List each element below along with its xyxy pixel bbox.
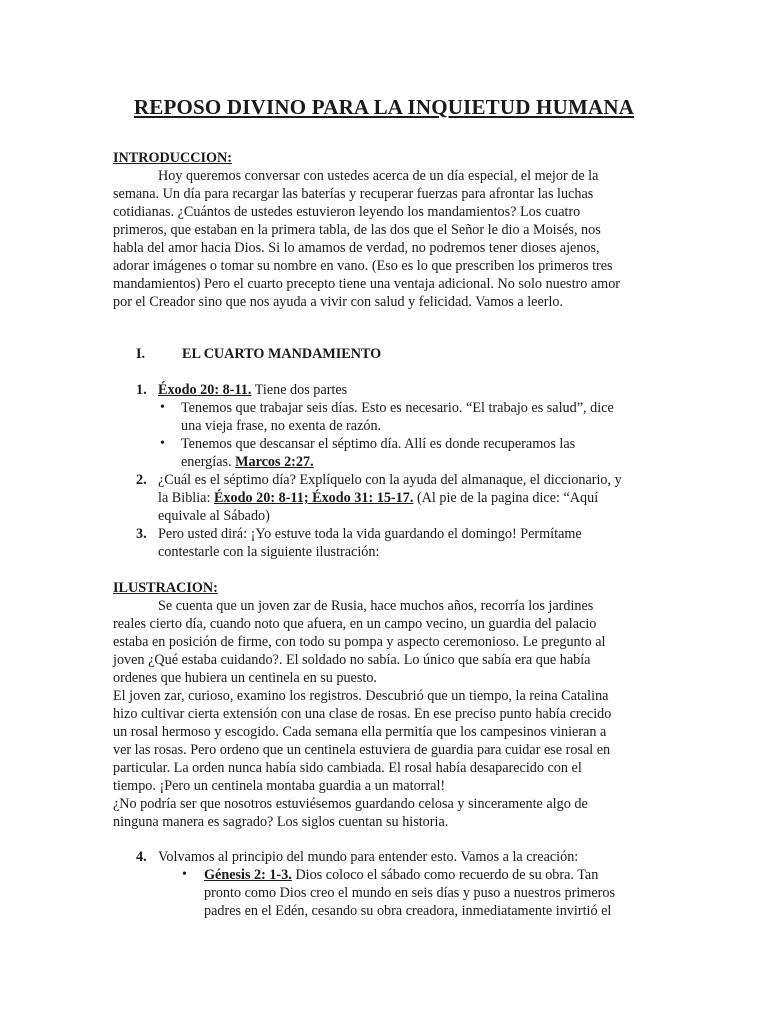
list-item-text: la Biblia: xyxy=(158,490,214,506)
list-number: 3. xyxy=(136,526,147,542)
bullet-line: Tenemos que descansar el séptimo día. Allí es donde recuperamos las xyxy=(181,436,576,452)
list-item-line: Volvamos al principio del mundo para entender esto. Vamos a la creación: xyxy=(158,849,579,865)
intro-line: adorar imágenes o tomar su nombre en vano. (Eso es lo que prescriben los primeros tres xyxy=(113,258,613,274)
list-item-text: Tiene dos partes xyxy=(251,382,348,398)
illustration-line: reales cierto día, cuando noto que afuera, en un campo vecino, un guardia del palacio xyxy=(113,616,597,632)
illustration-line: El joven zar, curioso, examino los registros. Descubrió que un tiempo, la reina Catalina xyxy=(113,688,609,704)
list-item-line xyxy=(158,489,598,507)
section-numeral: I. xyxy=(136,346,146,362)
intro-line: por el Creador sino que nos ayuda a vivir con salud y felicidad. Vamos a leerlo. xyxy=(113,294,564,310)
intro-line: semana. Un día para recargar las baterías y recuperar fuerzas para afrontar las luchas xyxy=(113,186,594,202)
intro-line: primeros, que estaban en la primera tabla, de las dos que el Señor le dio a Moisés, nos xyxy=(113,222,601,238)
list-item-line: ¿Cuál es el séptimo día? Explíquelo con la ayuda del almanaque, el diccionario, y xyxy=(158,472,622,488)
list-item xyxy=(158,381,347,399)
bullet-icon: • xyxy=(160,400,165,415)
bible-reference: Marcos 2:27. xyxy=(235,454,314,470)
bullet-line: pronto como Dios creo el mundo en seis días y puso a nuestros primeros xyxy=(204,885,615,901)
bible-reference: Génesis 2: 1-3. xyxy=(204,867,292,883)
illustration-line: ordenes que hubiera un centinela en su puesto. xyxy=(113,670,377,686)
illustration-line: estaba en posición de firme, con todo su pompa y aspecto ceremonioso. Le pregunto al xyxy=(113,634,606,650)
bullet-line xyxy=(204,866,598,884)
bullet-icon: • xyxy=(160,436,165,451)
illustration-line: ¿No podría ser que nosotros estuviésemos guardando celosa y sinceramente algo de xyxy=(113,796,588,812)
illustration-line: tiempo. ¡Pero un centinela montaba guardia a un matorral! xyxy=(113,778,446,794)
illustration-line: un rosal hermoso y escogido. Cada semana ella permitía que los campesinos vinieran a xyxy=(113,724,607,740)
illustration-heading: ILUSTRACION: xyxy=(113,580,218,596)
bible-reference: Éxodo 20: 8-11; Éxodo 31: 15-17. xyxy=(213,490,414,506)
illustration-line: joven ¿Qué estaba cuidando?. El soldado no sabía. Lo único que sabía era que había xyxy=(113,652,591,668)
list-number: 2. xyxy=(136,472,147,488)
illustration-line: ver las rosas. Pero ordeno que un centinela estuviera de guardia para cuidar ese rosal en xyxy=(113,742,611,758)
intro-line: Hoy queremos conversar con ustedes acerca de un día especial, el mejor de la xyxy=(158,168,599,184)
list-item-text: (Al pie de la pagina dice: “Aquí xyxy=(413,490,599,506)
illustration-line: particular. La orden nunca había sido cambiada. El rosal había desaparecido con el xyxy=(113,760,582,776)
intro-heading: INTRODUCCION: xyxy=(113,150,233,166)
bible-reference: Éxodo 20: 8-11. xyxy=(158,382,252,398)
bullet-line xyxy=(181,453,314,471)
section-heading: EL CUARTO MANDAMIENTO xyxy=(182,346,382,362)
illustration-line: hizo cultivar cierta extensión con una clase de rosas. En ese preciso punto había crecido xyxy=(113,706,612,722)
list-number: 1. xyxy=(136,382,147,398)
intro-line: habla del amor hacia Dios. Si lo amamos de verdad, no podremos tener dioses ajenos, xyxy=(113,240,600,256)
intro-line: cotidianas. ¿Cuántos de ustedes estuvieron leyendo los mandamientos? Los cuatro xyxy=(113,204,581,220)
bullet-line: Tenemos que trabajar seis días. Esto es necesario. “El trabajo es salud”, dice xyxy=(181,400,614,416)
bullet-icon: • xyxy=(182,867,187,882)
bullet-line: una vieja frase, no exenta de razón. xyxy=(181,418,382,434)
list-item-line: equivale al Sábado) xyxy=(158,508,270,524)
bullet-line: padres en el Edén, cesando su obra creadora, inmediatamente invirtió el xyxy=(204,903,612,919)
list-number: 4. xyxy=(136,849,147,865)
intro-line: mandamientos) Pero el cuarto precepto tiene una ventaja adicional. No solo nuestro amor xyxy=(113,276,621,292)
list-item-line: Pero usted dirá: ¡Yo estuve toda la vida guardando el domingo! Permítame xyxy=(158,526,582,542)
illustration-line: Se cuenta que un joven zar de Rusia, hace muchos años, recorría los jardines xyxy=(158,598,594,614)
list-item-line: contestarle con la siguiente ilustración: xyxy=(158,544,380,560)
bullet-text: energías. xyxy=(181,454,236,470)
bullet-text: Dios coloco el sábado como recuerdo de su obra. Tan xyxy=(291,867,599,883)
illustration-line: ninguna manera es sagrado? Los siglos cuentan su historia. xyxy=(113,814,449,830)
page-title: REPOSO DIVINO PARA LA INQUIETUD HUMANA xyxy=(133,95,635,119)
